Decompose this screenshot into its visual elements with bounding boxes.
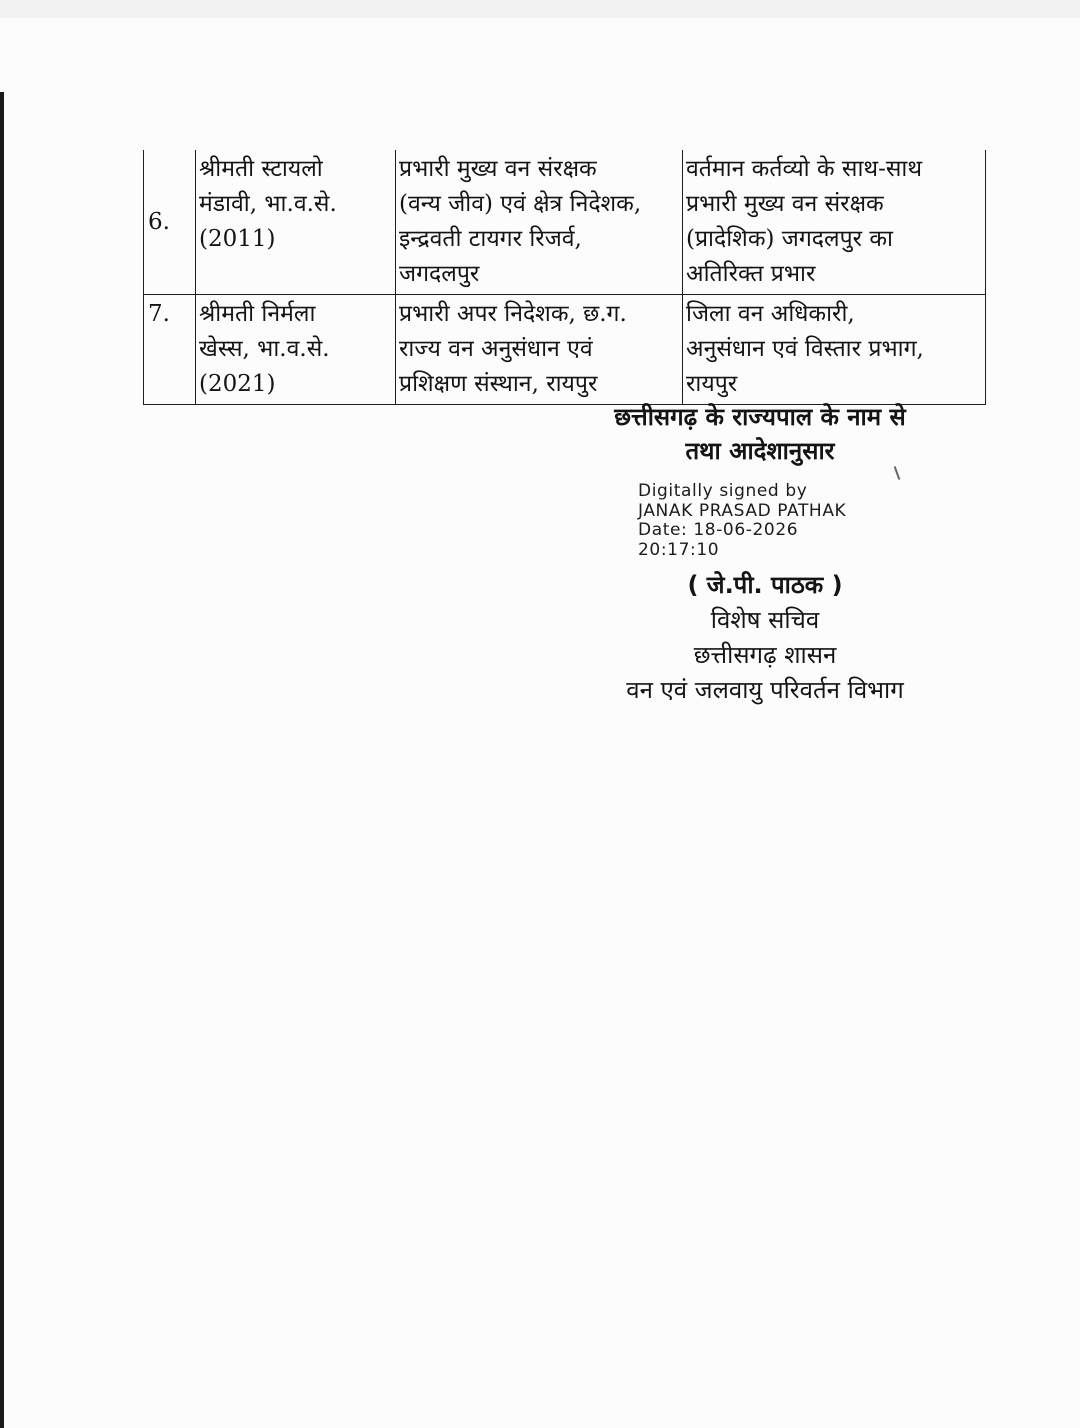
officer-department: वन एवं जलवायु परिवर्तन विभाग xyxy=(626,676,904,704)
officer-government: छत्तीसगढ़ शासन xyxy=(693,641,837,669)
digital-signature-stamp xyxy=(638,482,846,560)
serial-number-cell: 6. xyxy=(144,150,196,295)
page-left-edge xyxy=(0,92,4,1428)
current-post-cell: प्रभारी मुख्य वन संरक्षक (वन्य जीव) एवं क्षेत्र निदेशक, इन्द्रवती टायगर रिजर्व, जगदलपुर xyxy=(396,150,683,295)
page-top-strip xyxy=(0,0,1080,18)
officer-name-cell: श्रीमती निर्मला खेस्स, भा.व.से. (2021) xyxy=(196,295,396,405)
current-post-cell: प्रभारी अपर निदेशक, छ.ग. राज्य वन अनुसंधान एवं प्रशिक्षण संस्थान, रायपुर xyxy=(396,295,683,405)
digital-signature-line-1: Digitally signed by xyxy=(638,481,808,501)
signing-officer-block xyxy=(555,568,975,708)
new-post-cell: वर्तमान कर्तव्यो के साथ-साथ प्रभारी मुख्य वन संरक्षक (प्रादेशिक) जगदलपुर का अतिरिक्त प्रभार xyxy=(683,150,986,295)
officer-designation: विशेष सचिव xyxy=(710,606,820,634)
pen-tick-mark xyxy=(894,466,901,480)
officer-name-cell: श्रीमती स्टायलो मंडावी, भा.व.से. (2011) xyxy=(196,150,396,295)
table-row xyxy=(144,150,986,295)
table-row xyxy=(144,295,986,405)
transfer-order-table xyxy=(143,150,986,405)
officer-name: ( जे.पी. पाठक ) xyxy=(687,571,843,599)
order-authority-line-2: तथा आदेशानुसार xyxy=(685,437,835,465)
digital-signature-date: Date: 18-06-2026 xyxy=(638,520,799,540)
new-post-cell: जिला वन अधिकारी, अनुसंधान एवं विस्तार प्रभाग, रायपुर xyxy=(683,295,986,405)
digital-signature-signer: JANAK PRASAD PATHAK xyxy=(638,500,847,521)
order-authority-block xyxy=(560,400,960,468)
order-authority-line-1: छत्तीसगढ़ के राज्यपाल के नाम से xyxy=(614,403,906,431)
serial-number-cell: 7. xyxy=(144,295,196,405)
digital-signature-time: 20:17:10 xyxy=(638,539,720,560)
